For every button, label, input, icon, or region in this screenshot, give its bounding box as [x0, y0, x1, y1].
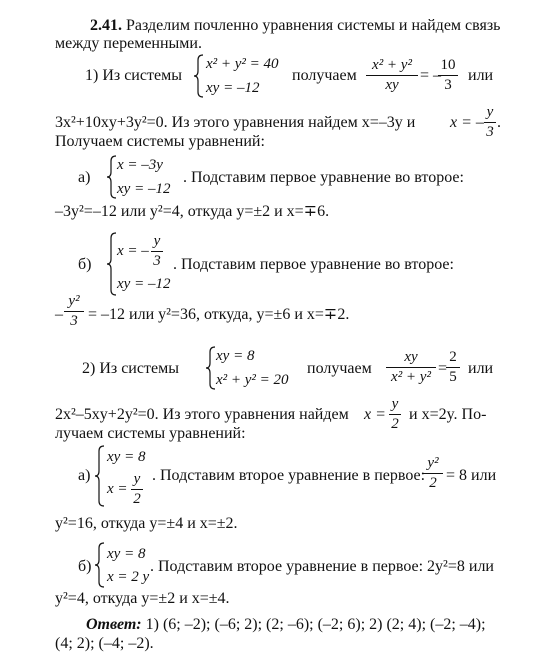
- part2-eq: =: [438, 360, 448, 377]
- part2b-text: . Подставим второе уравнение в первое: 2y²=8 или: [150, 558, 494, 575]
- answer-label: Ответ:: [86, 616, 142, 633]
- part2-fraction-den: x² + y²: [391, 369, 431, 385]
- part1b-line2: = –12 или y²=36, откуда, y=±6 и x=∓2.: [88, 306, 350, 323]
- part2b-label: б): [78, 558, 92, 575]
- part2a-eq1: xy = 8: [107, 449, 146, 465]
- part2a-text-fraction: [423, 455, 443, 492]
- part1-receive: получаем: [292, 67, 357, 84]
- problem-header: [90, 17, 500, 35]
- part2a-brace: [95, 445, 105, 507]
- part1-line3: Получаем системы уравнений:: [55, 133, 265, 150]
- part2-fraction: [386, 349, 436, 386]
- answer-line-2: (4; 2); (–4; –2).: [55, 635, 154, 652]
- part1-or: или: [468, 67, 494, 84]
- part1-line2-x: x = –: [450, 114, 484, 131]
- part2-line2-pre: 2x²–5xy+2y²=0. Из этого уравнения найдем: [55, 406, 349, 423]
- part2-system-eq1: xy = 8: [216, 348, 255, 364]
- part1-rhs-den: 3: [444, 77, 452, 93]
- part1-line2-fraction: [484, 104, 496, 141]
- part2-line3: лучаем системы уравнений:: [55, 425, 246, 442]
- part2-receive: получаем: [307, 360, 372, 377]
- part2-line2-x: x =: [364, 406, 386, 423]
- part1-rhs-num: 10: [440, 57, 456, 73]
- part1b-eq1-num: y: [153, 233, 161, 249]
- part2a-eq: = 8 или: [446, 467, 497, 484]
- part2a-label: а): [78, 467, 91, 484]
- part1-system-brace: [194, 54, 204, 98]
- part1a-eq2: xy = –12: [117, 181, 171, 197]
- part1b-label: б): [78, 256, 92, 273]
- part1a-line2: –3y²=–12 или y²=4, откуда y=±2 и x=∓6.: [55, 203, 330, 220]
- part2b-line2: y²=4, откуда y=±2 и x=±4.: [55, 590, 230, 607]
- part2-fraction-num: xy: [404, 349, 418, 365]
- part2a-line2: y²=16, откуда y=±4 и x=±2.: [55, 515, 238, 532]
- part2a-text: . Подставим второе уравнение в первое:: [152, 467, 426, 484]
- part2-line2-den: 2: [391, 416, 399, 432]
- header-line-1: Разделим почленно уравнения системы и найдем связь: [126, 17, 501, 34]
- part1-line2: 3x²+10xy+3y²=0. Из этого уравнения найдем x=–3y и: [55, 114, 416, 131]
- part1b-eq1-pre: x = –: [117, 243, 149, 259]
- part1b-minus: –: [55, 306, 63, 323]
- answer-text-1: 1) (6; –2); (–6; 2); (2; –6); (–2; 6); 2) (2; 4); (–2; –4);: [145, 616, 486, 633]
- part1a-label: а): [78, 169, 91, 186]
- problem-number: 2.41.: [90, 17, 122, 34]
- part2-system-eq2: x² + y² = 20: [216, 372, 289, 388]
- part1b-eq1-fraction: [151, 233, 163, 270]
- part1b-eq2: xy = –12: [117, 276, 171, 292]
- part1b-line2-num: y²: [68, 293, 80, 309]
- part2-rhs-den: 5: [449, 369, 457, 385]
- part1b-text: . Подставим первое уравнение во второе:: [173, 256, 454, 273]
- part1-rhs-fraction: [438, 57, 458, 94]
- part1-line2-num: y: [486, 104, 494, 120]
- part1-fraction-den: xy: [385, 77, 399, 93]
- part1a-eq1: x = –3y: [117, 157, 163, 173]
- part2-line2-fraction: [389, 396, 401, 433]
- part1-fraction-num: x² + y²: [372, 57, 412, 73]
- part2-system-brace: [206, 346, 216, 390]
- part2-rhs-fraction: [446, 349, 460, 386]
- part1-label: 1) Из системы: [85, 67, 182, 84]
- part1-eq: = –: [420, 67, 442, 84]
- part2a-eq2-pre: x =: [107, 481, 128, 497]
- part2-or: или: [468, 360, 494, 377]
- part2a-text-num: y²: [427, 455, 439, 471]
- part1-system-eq1: x² + y² = 40: [206, 56, 279, 72]
- part2-line2-num: y: [391, 396, 399, 412]
- part1-line2-end: .: [497, 114, 501, 131]
- header-line-2: между переменными.: [55, 35, 202, 52]
- answer-line-1: [86, 616, 486, 634]
- part2a-eq2-fraction: [131, 471, 143, 508]
- part2b-eq1: xy = 8: [107, 546, 146, 562]
- part2-rhs-num: 2: [449, 349, 457, 365]
- part1-line2-den: 3: [486, 124, 494, 140]
- part1a-brace: [107, 155, 117, 199]
- part1b-line2-den: 3: [70, 313, 78, 329]
- part1a-text: . Подставим первое уравнение во второе:: [183, 169, 464, 186]
- part2a-text-den: 2: [429, 475, 437, 491]
- part2-line2-end: и x=2y. По-: [409, 406, 487, 423]
- part1-system-eq2: xy = –12: [206, 80, 260, 96]
- part1b-eq1-den: 3: [153, 253, 161, 269]
- part1b-brace: [107, 232, 117, 296]
- part2b-eq2: x = 2 y: [107, 569, 150, 585]
- part2b-brace: [95, 542, 105, 588]
- part2-label: 2) Из системы: [82, 360, 179, 377]
- part1b-line2-fraction: [64, 293, 84, 330]
- part1-fraction: [366, 57, 418, 94]
- part2a-eq2-den: 2: [133, 491, 141, 507]
- part2a-eq2-num: y: [133, 471, 141, 487]
